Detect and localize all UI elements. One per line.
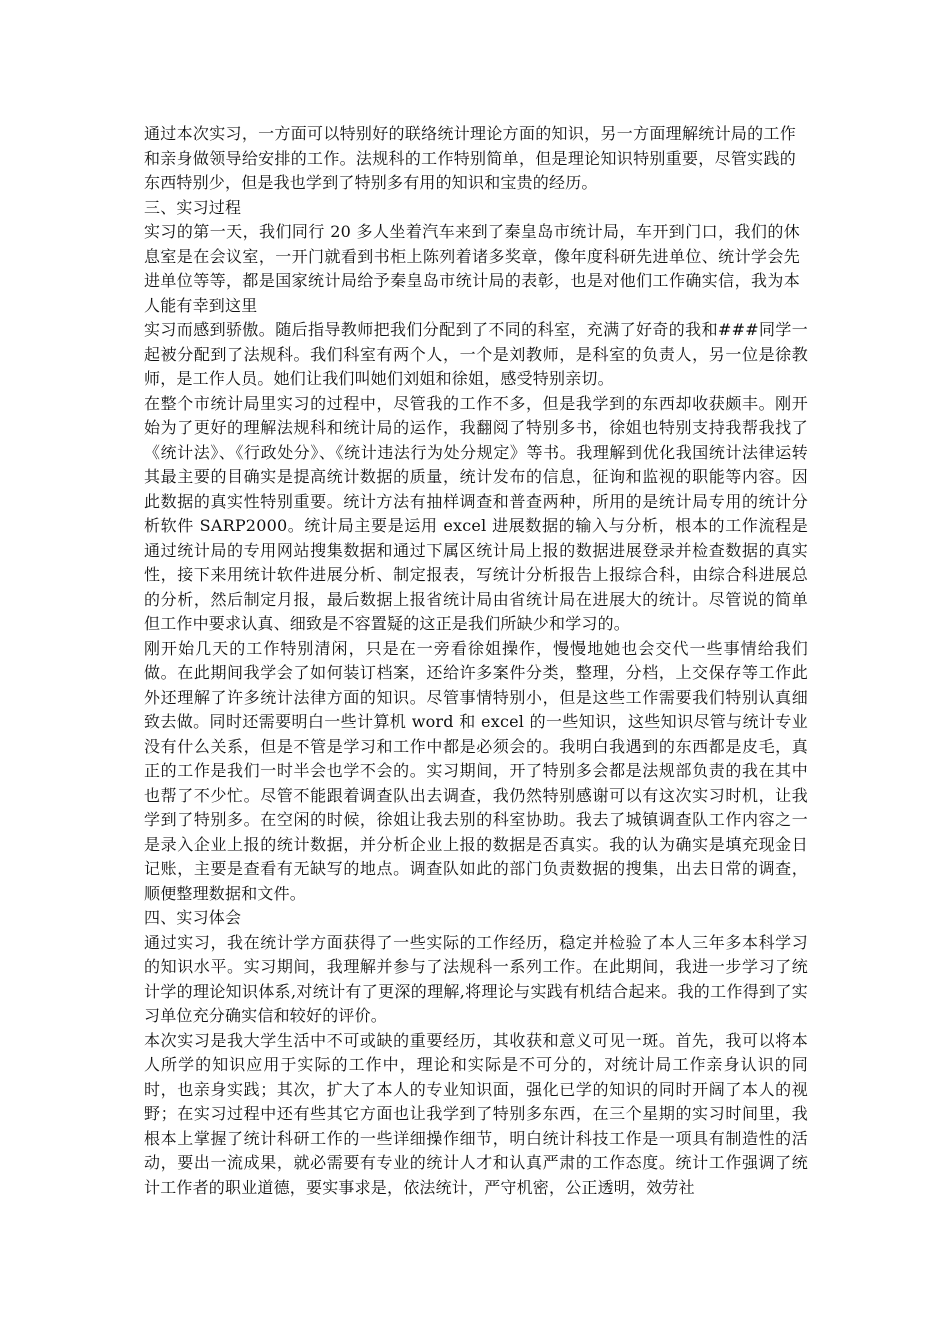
paragraph-intro-summary: 通过本次实习，一方面可以特别好的联络统计理论方面的知识，另一方面理解统计局的工作和亲身做领导给安排的工作。法规科的工作特别简单，但是理论知识特别重要，尽管实践的东西特别少，但是我也学到了特别多有用的知识和宝贵的经历。 <box>144 124 796 192</box>
paragraph-significance: 本次实习是我大学生活中不可或缺的重要经历，其收获和意义可见一斑。首先，我可以将本人所学的知识应用于实际的工作中，理论和实际是不可分的，对统计局工作亲身认识的同时，也亲身实践；其次，扩大了本人的专业知识面，强化已学的知识的同时开阔了本人的视野；在实习过程中还有些其它方面也让我学到了特别多东西，在三个星期的实习时间里，我根本上掌握了统计科研工作的一些详细操作细节，明白统计科技工作是一项具有制造性的活动，要出一流成果，就必需要有专业的统计人才和认真严肃的工作态度。统计工作强调了统计工作者的职业道德，要实事求是，依法统计，严守机密，公正透明，效劳社 <box>144 1030 808 1197</box>
paragraph-department-assignment: 实习而感到骄傲。随后指导教师把我们分配到了不同的科室，充满了好奇的我和###同学一起被分配到了法规科。我们科室有两个人，一个是刘教师，是科室的负责人，另一位是徐教师，是工作人员。她们让我们叫她们刘姐和徐姐，感受特别亲切。 <box>144 320 808 388</box>
paragraph-work-learning: 在整个市统计局里实习的过程中，尽管我的工作不多，但是我学到的东西却收获颇丰。刚开始为了更好的理解法规科和统计局的运作，我翻阅了特别多书，徐姐也特别支持我帮我找了《统计法》、《行政处分》、《统计违法行为处分规定》等书。我理解到优化我国统计法律运转其最主要的目确实是提高统计数据的质量，统计发布的信息，征询和监视的职能等内容。因此数据的真实性特别重要。统计方法有抽样调查和普查两种，所用的是统计局专用的统计分析软件 SARP2000。统计局主要是运用 excel 进展数据的输入与分析，根本的工作流程是通过统计局的专用网站搜集数据和通过下属区统计局上报的数据进展登录并检查数据的真实性，接下来用统计软件进展分析、制定报表，写统计分析报告上报综合科，由综合科进展总的分析，然后制定月报，最后数据上报省统计局由省统计局在进展大的统计。尽管说的简单但工作中要求认真、细致是不容置疑的这正是我们所缺少和学习的。 <box>144 393 808 633</box>
section-heading-internship-experience: 四、实习体会 <box>144 908 242 927</box>
document-body <box>144 122 808 1200</box>
paragraph-experience-summary: 通过实习，我在统计学方面获得了一些实际的工作经历，稳定并检验了本人三年多本科学习的知识水平。实习期间，我理解并参与了法规科一系列工作。在此期间，我进一步学习了统计学的理论知识体系,对统计有了更深的理解,将理论与实践有机结合起来。我的工作得到了实习单位充分确实信和较好的评价。 <box>144 932 808 1025</box>
paragraph-early-days: 刚开始几天的工作特别清闲，只是在一旁看徐姐操作，慢慢地她也会交代一些事情给我们做。在此期间我学会了如何装订档案，还给许多案件分类，整理，分档，上交保存等工作此外还理解了许多统计法律方面的知识。尽管事情特别小，但是这些工作需要我们特别认真细致去做。同时还需要明白一些计算机 word 和 excel 的一些知识，这些知识尽管与统计专业没有什么关系，但是不管是学习和工作中都是必须会的。我明白我遇到的东西都是皮毛，真正的工作是我们一时半会也学不会的。实习期间，开了特别多会都是法规部负责的我在其中也帮了不少忙。尽管不能跟着调查队出去调查，我仍然特别感谢可以有这次实习时机，让我学到了特别多。在空闲的时候，徐姐让我去别的科室协助。我去了城镇调查队工作内容之一是录入企业上报的统计数据，并分析企业上报的数据是否真实。我的认为确实是填充现金日记账，主要是查看有无缺写的地点。调查队如此的部门负责数据的搜集，出去日常的调查，顺便整理数据和文件。 <box>144 638 808 903</box>
paragraph-first-day: 实习的第一天，我们同行 20 多人坐着汽车来到了秦皇岛市统计局，车开到门口，我们的休息室是在会议室，一开门就看到书柜上陈列着诸多奖章，像年度科研先进单位、统计学会先进单位等等，都是国家统计局给予秦皇岛市统计局的表彰，也是对他们工作确实信，我为本人能有幸到这里 <box>144 222 800 315</box>
section-heading-internship-process: 三、实习过程 <box>144 197 242 217</box>
